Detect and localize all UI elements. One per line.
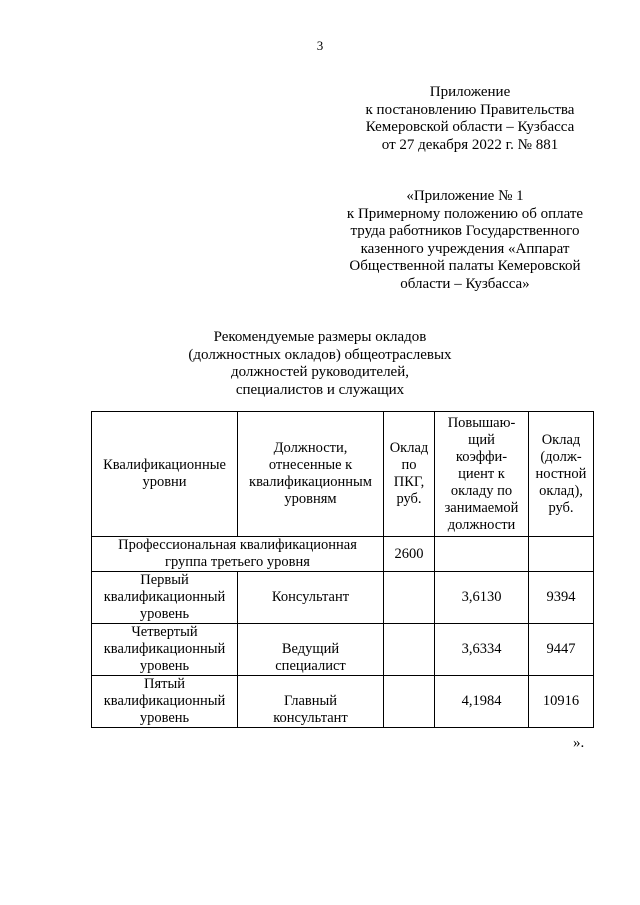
salary-cell: 10916 xyxy=(529,676,594,728)
base-cell xyxy=(384,572,435,624)
coefficient-cell: 3,6130 xyxy=(435,572,529,624)
title-line: (должностных окладов) общеотраслевых xyxy=(188,346,452,363)
annex-line: к постановлению Правительства xyxy=(365,101,575,118)
position-cell: Консультант xyxy=(238,572,384,624)
level-cell: Четвертый квалификационный уровень xyxy=(92,624,238,676)
level-cell: Первый квалификационный уровень xyxy=(92,572,238,624)
group-row xyxy=(92,537,594,572)
base-cell xyxy=(384,624,435,676)
header-cell: Оклад (долж- ностной оклад), руб. xyxy=(529,412,594,537)
base-cell xyxy=(384,676,435,728)
coefficient-cell: 3,6334 xyxy=(435,624,529,676)
coefficient-cell: 4,1984 xyxy=(435,676,529,728)
annex-header xyxy=(320,84,620,154)
annex-inner-line: к Примерному положению об оплате xyxy=(346,205,584,222)
header-cell: Квалификационные уровни xyxy=(92,412,238,537)
table-header-row xyxy=(92,412,594,537)
header-cell: Оклад по ПКГ, руб. xyxy=(384,412,435,537)
level-cell: Пятый квалификационный уровень xyxy=(92,676,238,728)
salary-cell: 9447 xyxy=(529,624,594,676)
header-cell: Повышаю- щий коэффи- циент к окладу по занимаемой должности xyxy=(435,412,529,537)
table-row xyxy=(92,676,594,728)
group-base-salary: 2600 xyxy=(384,537,435,572)
table-row xyxy=(92,624,594,676)
annex-inner-header xyxy=(330,188,600,294)
annex-inner-line: Общественной палаты Кемеровской xyxy=(349,258,581,275)
salary-cell: 9394 xyxy=(529,572,594,624)
annex-line: Кемеровской области – Кузбасса xyxy=(365,119,575,136)
annex-inner-line: казенного учреждения «Аппарат xyxy=(360,240,570,257)
page-number: 3 xyxy=(316,38,324,53)
position-cell: Ведущий специалист xyxy=(238,624,384,676)
annex-inner-line: труда работников Государственного xyxy=(350,223,580,240)
table-cell xyxy=(435,537,529,572)
annex-line: Приложение xyxy=(429,84,511,100)
document-title xyxy=(150,329,490,399)
annex-line: от 27 декабря 2022 г. № 881 xyxy=(381,136,559,153)
table-row xyxy=(92,572,594,624)
position-cell: Главный консультант xyxy=(238,676,384,728)
group-label: Профессиональная квалификационная группа третьего уровня xyxy=(92,537,384,572)
annex-inner-line: области – Кузбасса» xyxy=(400,275,530,292)
closing-quote: ». xyxy=(573,735,585,751)
title-line: должностей руководителей, xyxy=(230,364,409,381)
annex-inner-line: «Приложение № 1 xyxy=(406,188,524,204)
header-cell: Должности, отнесенные к квалификационным уровням xyxy=(238,412,384,537)
title-line: специалистов и служащих xyxy=(235,381,405,398)
title-line: Рекомендуемые размеры окладов xyxy=(213,329,427,345)
salary-table xyxy=(91,411,594,728)
table-cell xyxy=(529,537,594,572)
